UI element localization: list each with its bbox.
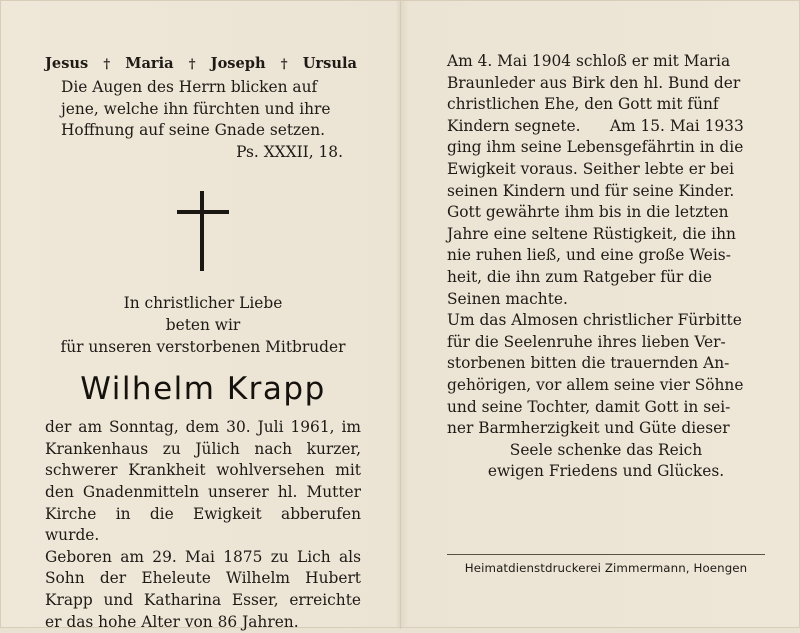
right-page	[447, 51, 765, 483]
holy-names-line	[45, 53, 357, 77]
biography	[45, 417, 361, 633]
deceased-name: Wilhelm Krapp	[45, 369, 361, 409]
biography-line: der am Sonntag, dem 30. Juli 1961, im	[45, 417, 361, 439]
life-line: seinen Kindern und für seine Kinder.	[447, 181, 765, 203]
name-maria: Maria	[125, 53, 173, 75]
life-paragraph	[447, 51, 765, 310]
cross-icon	[177, 191, 229, 271]
life-line: Jahre eine seltene Rüstigkeit, die ihn	[447, 224, 765, 246]
closing-line: ewigen Friedens und Glückes.	[447, 461, 765, 483]
closing-blessing	[447, 440, 765, 483]
printer-credit: Heimatdienstdruckerei Zimmermann, Hoengen	[447, 561, 765, 575]
left-page	[45, 53, 361, 633]
life-line: heit, die ihn zum Ratgeber für die	[447, 267, 765, 289]
prayer-line: für unseren verstorbenen Mitbruder	[45, 337, 361, 359]
life-line: ging ihm seine Lebensgefährtin in die	[447, 137, 765, 159]
prayer-line: beten wir	[45, 315, 361, 337]
intercession-paragraph	[447, 310, 765, 440]
psalm-line: jene, welche ihn fürchten und ihre	[61, 99, 357, 121]
name-joseph: Joseph	[211, 53, 266, 75]
biography-line: den Gnadenmitteln unserer hl. Mutter	[45, 482, 361, 504]
prayer-line: In christlicher Liebe	[45, 293, 361, 315]
name-ursula: Ursula	[303, 53, 357, 75]
intercession-line: Um das Almosen christlicher Fürbitte	[447, 310, 765, 332]
biography-line: Geboren am 29. Mai 1875 zu Lich als	[45, 547, 361, 569]
prayer-intro	[45, 293, 361, 358]
life-line: Braunleder aus Birk den hl. Bund der	[447, 73, 765, 95]
life-line: Gott gewährte ihm bis in die letzten	[447, 202, 765, 224]
life-line: christlichen Ehe, den Gott mit fünf	[447, 94, 765, 116]
center-fold	[400, 1, 402, 629]
biography-line: Krankenhaus zu Jülich nach kurzer,	[45, 439, 361, 461]
biography-line: er das hohe Alter von 86 Jahren.	[45, 612, 361, 633]
life-line: Kindern segnete. Am 15. Mai 1933	[447, 116, 765, 138]
small-cross-icon: †	[281, 54, 288, 76]
small-cross-icon: †	[189, 54, 196, 76]
divider	[447, 554, 765, 555]
intercession-line: gehörigen, vor allem seine vier Söhne	[447, 375, 765, 397]
intercession-line: storbenen bitten die trauernden An-	[447, 353, 765, 375]
life-line: Am 4. Mai 1904 schloß er mit Maria	[447, 51, 765, 73]
biography-line: Krapp und Katharina Esser, erreichte	[45, 590, 361, 612]
psalm-quote	[61, 77, 357, 142]
intercession-line: ner Barmherzigkeit und Güte dieser	[447, 418, 765, 440]
psalm-reference: Ps. XXXII, 18.	[45, 142, 361, 164]
intercession-line: und seine Tochter, damit Gott in sei-	[447, 397, 765, 419]
psalm-line: Hoffnung auf seine Gnade setzen.	[61, 120, 357, 142]
biography-line: Kirche in die Ewigkeit abberufen wurde.	[45, 504, 361, 547]
small-cross-icon: †	[103, 54, 110, 76]
intercession-line: für die Seelenruhe ihres lieben Ver-	[447, 332, 765, 354]
closing-line: Seele schenke das Reich	[447, 440, 765, 462]
biography-line: schwerer Krankheit wohlversehen mit	[45, 460, 361, 482]
life-line: Seinen machte.	[447, 289, 765, 311]
life-line: nie ruhen ließ, und eine große Weis-	[447, 245, 765, 267]
life-line: Ewigkeit voraus. Seither lebte er bei	[447, 159, 765, 181]
psalm-line: Die Augen des Herrn blicken auf	[61, 77, 357, 99]
name-jesus: Jesus	[45, 53, 88, 75]
biography-line: Sohn der Eheleute Wilhelm Hubert	[45, 568, 361, 590]
